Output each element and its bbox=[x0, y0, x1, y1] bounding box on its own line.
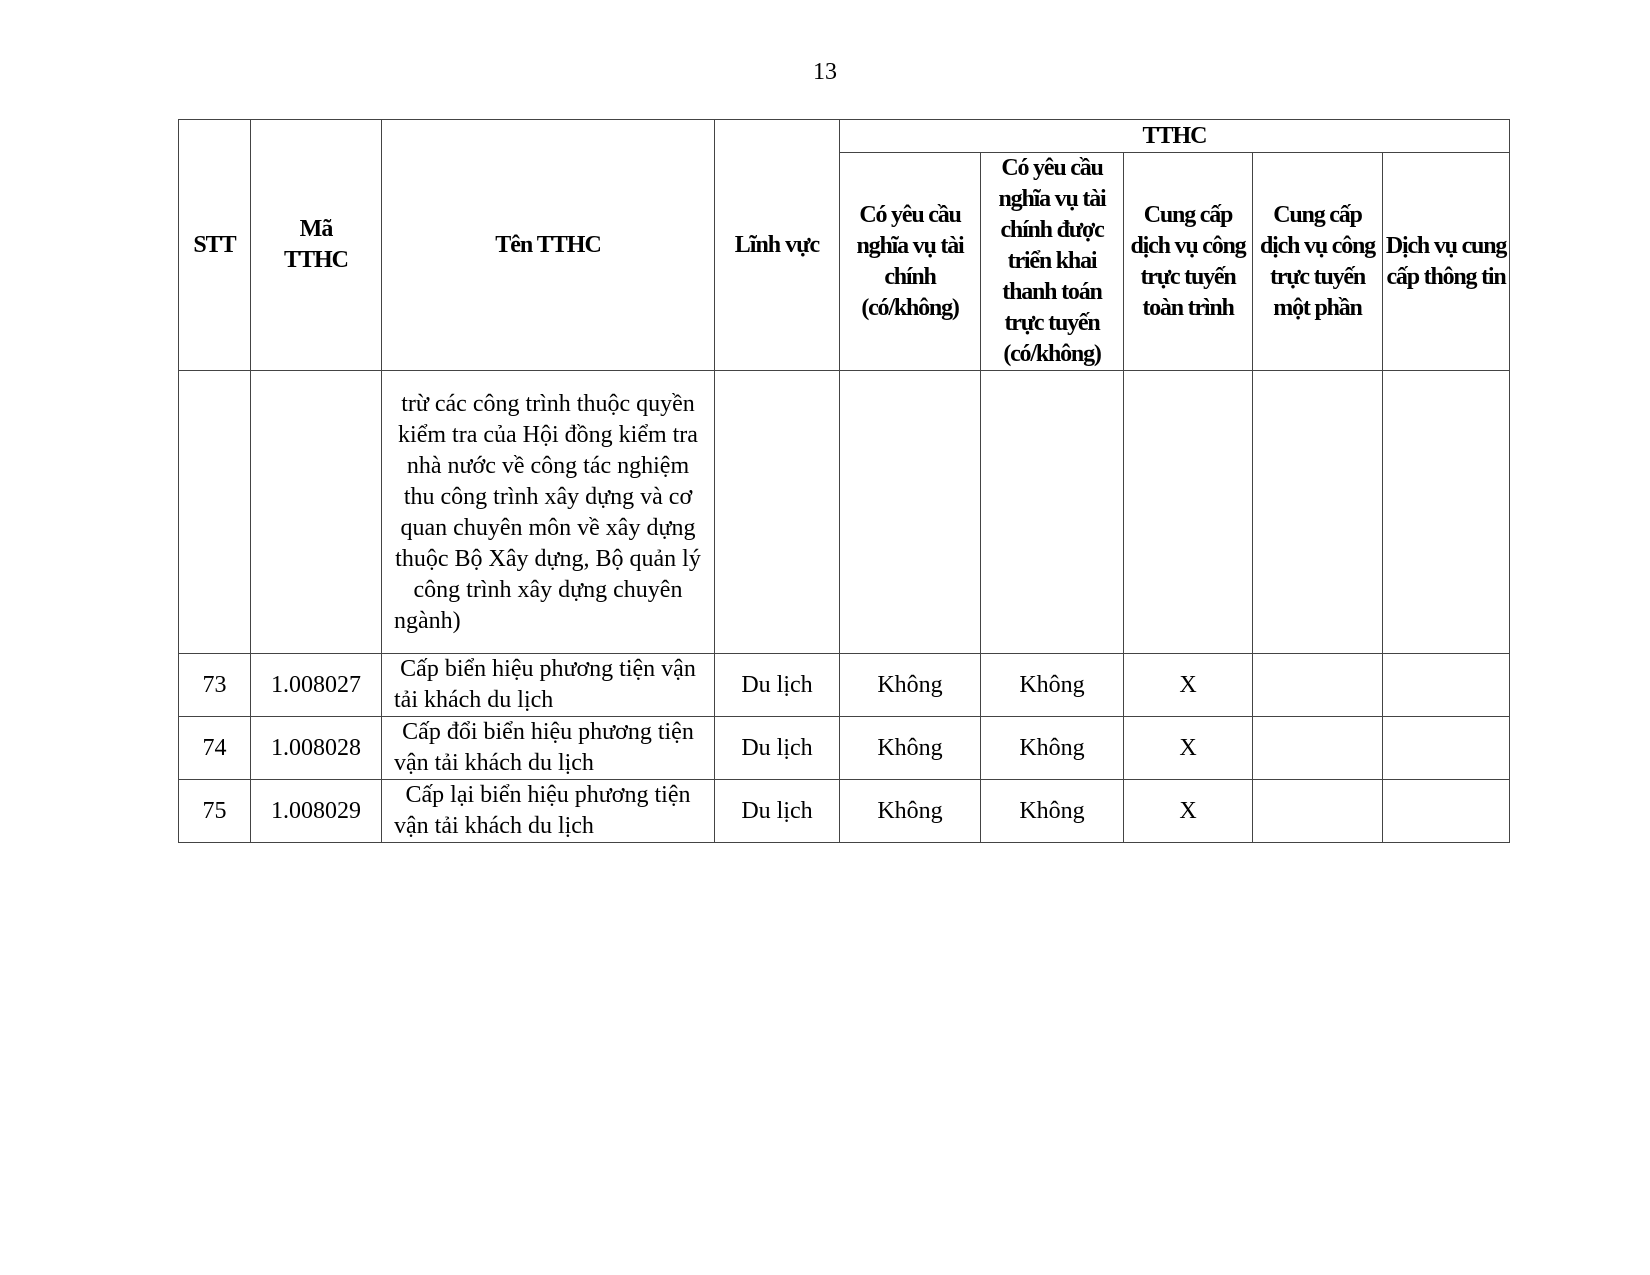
cell-c5 bbox=[1383, 654, 1510, 717]
cell-c1: Không bbox=[840, 780, 981, 843]
header-row-1 bbox=[179, 120, 1510, 153]
header-partial-online-service: Cung cấp dịch vụ công trực tuyến một phần bbox=[1253, 153, 1383, 371]
cell-linh-vuc: Du lịch bbox=[715, 780, 840, 843]
cell-stt bbox=[179, 371, 251, 654]
cell-c3: X bbox=[1124, 654, 1253, 717]
cell-c4 bbox=[1253, 780, 1383, 843]
cell-ten: Cấp lại biển hiệu phương tiện vận tải khách du lịch bbox=[382, 780, 715, 843]
cell-c2: Không bbox=[981, 654, 1124, 717]
cell-ma: 1.008029 bbox=[251, 780, 382, 843]
cell-stt: 75 bbox=[179, 780, 251, 843]
header-group-tthc: TTHC bbox=[840, 120, 1510, 153]
header-stt: STT bbox=[179, 120, 251, 371]
cell-ma bbox=[251, 371, 382, 654]
cell-c4 bbox=[1253, 654, 1383, 717]
header-online-payment: Có yêu cầu nghĩa vụ tài chính được triển khai thanh toán trực tuyến (có/không) bbox=[981, 153, 1124, 371]
cell-c4 bbox=[1253, 717, 1383, 780]
cell-c2 bbox=[981, 371, 1124, 654]
header-linh-vuc: Lĩnh vực bbox=[715, 120, 840, 371]
cell-ma: 1.008028 bbox=[251, 717, 382, 780]
table-row bbox=[179, 654, 1510, 717]
header-financial-obligation: Có yêu cầu nghĩa vụ tài chính (có/không) bbox=[840, 153, 981, 371]
cell-stt: 74 bbox=[179, 717, 251, 780]
header-information-service: Dịch vụ cung cấp thông tin bbox=[1383, 153, 1510, 371]
cell-linh-vuc bbox=[715, 371, 840, 654]
table-row bbox=[179, 717, 1510, 780]
header-ma-tthc bbox=[251, 120, 382, 371]
cell-ten: trừ các công trình thuộc quyền kiểm tra của Hội đồng kiểm tra nhà nước về công tác nghiệm thu công trình xây dựng và cơ quan chuyên môn về xây dựng thuộc Bộ Xây dựng, Bộ quản lý công trình xây dựng chuyên ngành) bbox=[382, 371, 715, 654]
cell-linh-vuc: Du lịch bbox=[715, 654, 840, 717]
table-row bbox=[179, 780, 1510, 843]
procedures-table bbox=[178, 119, 1510, 843]
table-row-continued bbox=[179, 371, 1510, 654]
cell-c1 bbox=[840, 371, 981, 654]
cell-ten: Cấp đổi biển hiệu phương tiện vận tải khách du lịch bbox=[382, 717, 715, 780]
cell-c2: Không bbox=[981, 780, 1124, 843]
cell-linh-vuc: Du lịch bbox=[715, 717, 840, 780]
cell-c3 bbox=[1124, 371, 1253, 654]
cell-stt: 73 bbox=[179, 654, 251, 717]
cell-c5 bbox=[1383, 371, 1510, 654]
header-full-online-service: Cung cấp dịch vụ công trực tuyến toàn trình bbox=[1124, 153, 1253, 371]
cell-ma: 1.008027 bbox=[251, 654, 382, 717]
cell-c1: Không bbox=[840, 654, 981, 717]
cell-c3: X bbox=[1124, 717, 1253, 780]
cell-c1: Không bbox=[840, 717, 981, 780]
cell-ten: Cấp biển hiệu phương tiện vận tải khách du lịch bbox=[382, 654, 715, 717]
cell-c4 bbox=[1253, 371, 1383, 654]
header-ma-tthc-label: Mã TTHC bbox=[283, 216, 348, 273]
header-ten-tthc: Tên TTHC bbox=[382, 120, 715, 371]
page-number: 13 bbox=[813, 59, 837, 85]
cell-c3: X bbox=[1124, 780, 1253, 843]
cell-c5 bbox=[1383, 717, 1510, 780]
cell-c5 bbox=[1383, 780, 1510, 843]
cell-c2: Không bbox=[981, 717, 1124, 780]
